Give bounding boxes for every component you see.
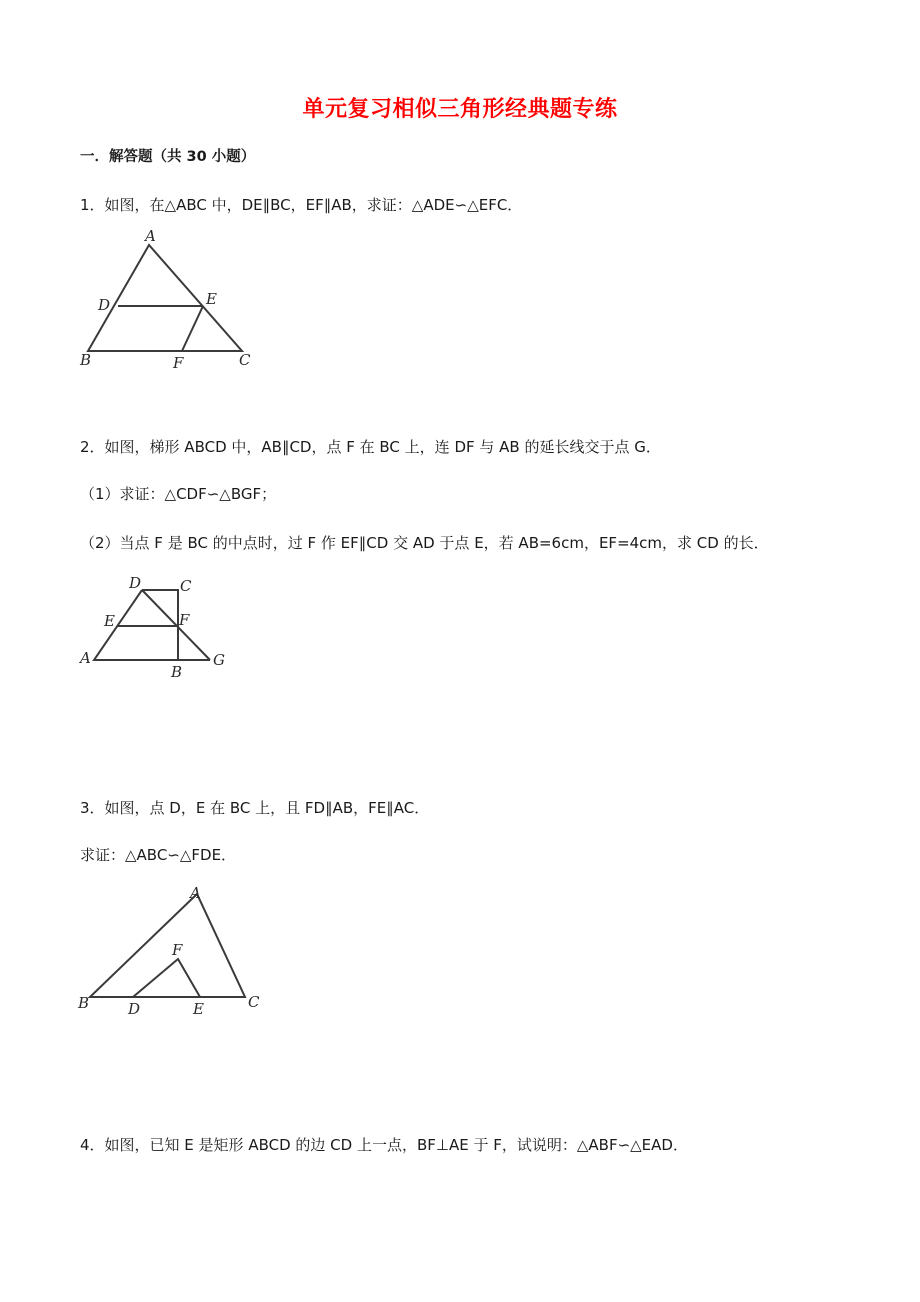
- question-4-text: 4．如图，已知 E 是矩形 ABCD 的边 CD 上一点，BF⊥AE 于 F，试说明：△ABF∽△EAD．: [80, 1136, 688, 1154]
- q1-label-b: B: [80, 351, 92, 369]
- q2-label-b: B: [171, 663, 183, 681]
- q3-label-d: D: [128, 1000, 141, 1018]
- q3-label-f: F: [172, 941, 183, 959]
- question-1-text: 1．如图，在△ABC 中，DE∥BC，EF∥AB，求证：△ADE∽△EFC．: [80, 196, 523, 214]
- q1-label-e: E: [206, 290, 217, 308]
- q1-segment-ef: [182, 306, 203, 351]
- question-3-prove: 求证：△ABC∽△FDE．: [80, 846, 237, 864]
- figure-q3-triangles: [70, 880, 270, 1020]
- q2-label-f: F: [179, 611, 190, 629]
- q2-label-g: G: [213, 651, 225, 669]
- q1-triangle-abc: [88, 245, 242, 351]
- q3-label-c: C: [248, 993, 260, 1011]
- q2-label-d: D: [129, 574, 142, 592]
- q1-label-a: A: [145, 227, 156, 245]
- q3-triangle-abc: [90, 894, 245, 997]
- q3-triangle-fde: [133, 959, 200, 997]
- question-2-part-1: （1）求证：△CDF∽△BGF；: [80, 485, 277, 503]
- q3-label-e: E: [193, 1000, 204, 1018]
- q2-label-a: A: [80, 649, 91, 667]
- q2-label-e: E: [104, 612, 115, 630]
- question-2-text: 2．如图，梯形 ABCD 中，AB∥CD，点 F 在 BC 上，连 DF 与 AB 的延长线交于点 G．: [80, 438, 661, 456]
- section-heading: 一．解答题（共 30 小题）: [80, 149, 256, 165]
- q3-label-a: A: [190, 884, 201, 902]
- q1-label-d: D: [98, 296, 111, 314]
- figure-q1-triangle: [70, 225, 270, 375]
- figure-q2-trapezoid: [70, 572, 240, 682]
- q3-label-b: B: [78, 994, 90, 1012]
- question-3-text: 3．如图，点 D，E 在 BC 上，且 FD∥AB，FE∥AC．: [80, 799, 430, 817]
- question-2-part-2: （2）当点 F 是 BC 的中点时，过 F 作 EF∥CD 交 AD 于点 E，若 AB=6cm，EF=4cm，求 CD 的长．: [80, 534, 769, 552]
- q1-label-c: C: [239, 351, 251, 369]
- document-title: 单元复习相似三角形经典题专练: [302, 97, 618, 122]
- q2-label-c: C: [180, 577, 192, 595]
- q1-label-f: F: [173, 354, 184, 372]
